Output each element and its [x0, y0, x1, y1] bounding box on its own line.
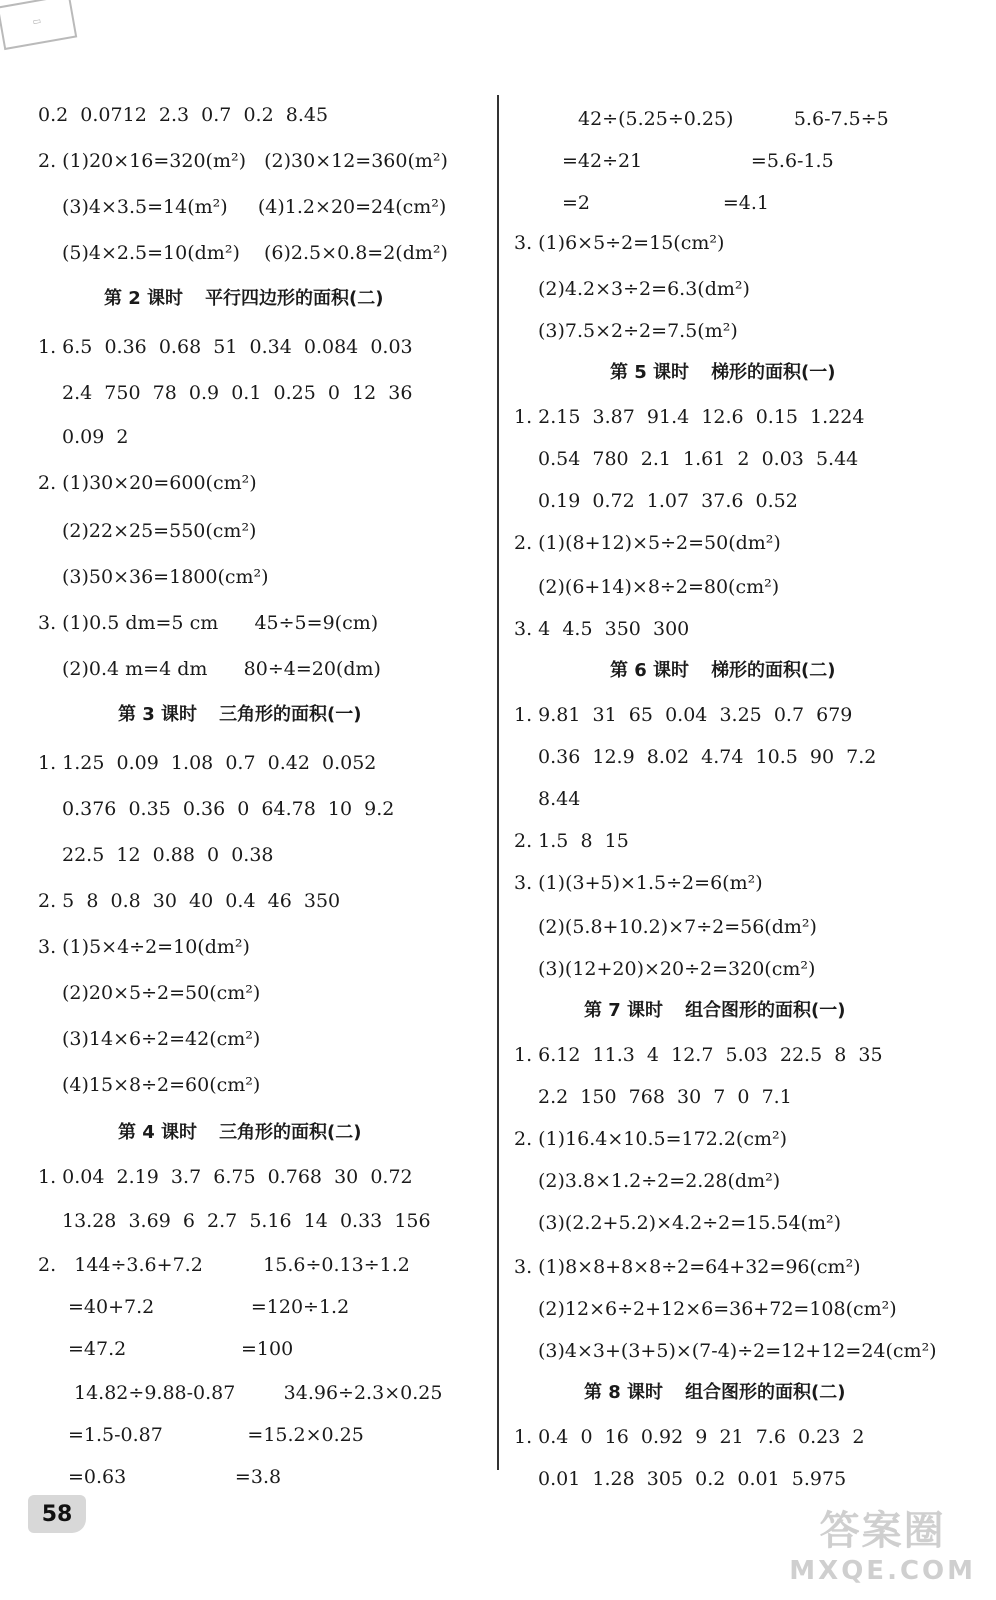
answer-line: 0.376 0.35 0.36 0 64.78 10 9.2: [62, 798, 395, 820]
answer-line: (3)14×6÷2=42(cm²): [62, 1028, 261, 1050]
answer-line: 0.09 2: [62, 426, 129, 448]
page-number: 58: [28, 1495, 86, 1533]
answer-line: (3)7.5×2÷2=7.5(m²): [538, 320, 738, 342]
answer-line: 2. (1)16.4×10.5=172.2(cm²): [514, 1128, 788, 1150]
answer-line: =2 =4.1: [562, 192, 770, 214]
answer-line: 1. 6.12 11.3 4 12.7 5.03 22.5 8 35: [514, 1044, 883, 1066]
answer-line: (5)4×2.5=10(dm²) (6)2.5×0.8=2(dm²): [62, 242, 448, 264]
answer-line: (2)20×5÷2=50(cm²): [62, 982, 261, 1004]
lesson-title: 三角形的面积(二): [219, 1122, 362, 1143]
answer-line: 1. 9.81 31 65 0.04 3.25 0.7 679: [514, 704, 853, 726]
answer-line: 2. (1)(8+12)×5÷2=50(dm²): [514, 532, 781, 554]
lesson-number: 第 6 课时: [610, 660, 690, 681]
answer-line: 8.44: [538, 788, 581, 810]
answer-line: (2)3.8×1.2÷2=2.28(dm²): [538, 1170, 781, 1192]
answer-line: (2)22×25=550(cm²): [62, 520, 257, 542]
answer-line: (2)12×6÷2+12×6=36+72=108(cm²): [538, 1298, 897, 1320]
answer-line: 0.36 12.9 8.02 4.74 10.5 90 7.2: [538, 746, 877, 768]
lesson-heading: [104, 286, 384, 312]
answer-line: 3. (1)0.5 dm=5 cm 45÷5=9(cm): [38, 612, 379, 634]
answer-line: 13.28 3.69 6 2.7 5.16 14 0.33 156: [62, 1210, 431, 1232]
answer-line: 3. (1)(3+5)×1.5÷2=6(m²): [514, 872, 763, 894]
answer-line: (2)(5.8+10.2)×7÷2=56(dm²): [538, 916, 817, 938]
answer-line: (2)0.4 m=4 dm 80÷4=20(dm): [62, 658, 381, 680]
lesson-number: 第 8 课时: [584, 1382, 664, 1403]
answer-line: 0.01 1.28 305 0.2 0.01 5.975: [538, 1468, 847, 1490]
answer-line: 3. (1)6×5÷2=15(cm²): [514, 232, 725, 254]
answer-line: 0.19 0.72 1.07 37.6 0.52: [538, 490, 798, 512]
watermark-line1: 答案圈: [819, 1508, 946, 1554]
answer-line: (2)4.2×3÷2=6.3(dm²): [538, 278, 750, 300]
answer-line: (2)(6+14)×8÷2=80(cm²): [538, 576, 780, 598]
answer-line: 0.2 0.0712 2.3 0.7 0.2 8.45: [38, 104, 329, 126]
answer-line: 2. 5 8 0.8 30 40 0.4 46 350: [38, 890, 341, 912]
column-divider: [497, 95, 499, 1470]
answer-line: (4)15×8÷2=60(cm²): [62, 1074, 261, 1096]
answer-line: 3. (1)8×8+8×8÷2=64+32=96(cm²): [514, 1256, 861, 1278]
lesson-title: 梯形的面积(一): [711, 362, 836, 383]
lesson-heading: [584, 998, 846, 1024]
lesson-number: 第 7 课时: [584, 1000, 664, 1021]
answer-line: 1. 6.5 0.36 0.68 51 0.34 0.084 0.03: [38, 336, 413, 358]
watermark-line2: MXQE.COM: [789, 1556, 976, 1586]
answer-line: 2. 144÷3.6+7.2 15.6÷0.13÷1.2: [38, 1254, 410, 1276]
answer-line: 22.5 12 0.88 0 0.38: [62, 844, 274, 866]
answer-line: 2. (1)30×20=600(cm²): [38, 472, 257, 494]
answer-line: 1. 0.4 0 16 0.92 9 21 7.6 0.23 2: [514, 1426, 865, 1448]
lesson-heading: [118, 1120, 362, 1146]
lesson-number: 第 4 课时: [118, 1122, 198, 1143]
answer-line: (3)50×36=1800(cm²): [62, 566, 269, 588]
answer-line: 3. (1)5×4÷2=10(dm²): [38, 936, 250, 958]
lesson-title: 梯形的面积(二): [711, 660, 836, 681]
answer-line: 1. 0.04 2.19 3.7 6.75 0.768 30 0.72: [38, 1166, 413, 1188]
answer-line: 42÷(5.25÷0.25) 5.6-7.5÷5: [578, 108, 889, 130]
answer-line: 3. 4 4.5 350 300: [514, 618, 690, 640]
answer-line: =47.2 =100: [68, 1338, 294, 1360]
lesson-heading: [610, 360, 836, 386]
lesson-title: 平行四边形的面积(二): [205, 288, 384, 309]
lesson-number: 第 3 课时: [118, 704, 198, 725]
answer-line: 2. 1.5 8 15: [514, 830, 629, 852]
answer-line: =0.63 =3.8: [68, 1466, 282, 1488]
watermark: [789, 1499, 976, 1586]
answer-line: =1.5-0.87 =15.2×0.25: [68, 1424, 364, 1446]
answer-line: (3)(2.2+5.2)×4.2÷2=15.54(m²): [538, 1212, 842, 1234]
answer-line: 2.2 150 768 30 7 0 7.1: [538, 1086, 792, 1108]
answer-line: 2. (1)20×16=320(m²) (2)30×12=360(m²): [38, 150, 448, 172]
answer-line: 1. 1.25 0.09 1.08 0.7 0.42 0.052: [38, 752, 377, 774]
lesson-heading: [610, 658, 836, 684]
lesson-number: 第 2 课时: [104, 288, 184, 309]
lesson-heading: [584, 1380, 846, 1406]
answer-line: 14.82÷9.88-0.87 34.96÷2.3×0.25: [74, 1382, 443, 1404]
answer-line: 1. 2.15 3.87 91.4 12.6 0.15 1.224: [514, 406, 865, 428]
answer-line: (3)4×3.5=14(m²) (4)1.2×20=24(cm²): [62, 196, 447, 218]
lesson-heading: [118, 702, 362, 728]
lesson-number: 第 5 课时: [610, 362, 690, 383]
answer-line: =42÷21 =5.6-1.5: [562, 150, 834, 172]
answer-line: (3)4×3+(3+5)×(7-4)÷2=12+12=24(cm²): [538, 1340, 937, 1362]
answer-line: 2.4 750 78 0.9 0.1 0.25 0 12 36: [62, 382, 413, 404]
lesson-title: 组合图形的面积(二): [685, 1382, 846, 1403]
stamp-logo-icon: ▭: [0, 0, 77, 50]
answer-line: 0.54 780 2.1 1.61 2 0.03 5.44: [538, 448, 859, 470]
answer-line: (3)(12+20)×20÷2=320(cm²): [538, 958, 816, 980]
answer-line: =40+7.2 =120÷1.2: [68, 1296, 350, 1318]
lesson-title: 组合图形的面积(一): [685, 1000, 846, 1021]
lesson-title: 三角形的面积(一): [219, 704, 362, 725]
